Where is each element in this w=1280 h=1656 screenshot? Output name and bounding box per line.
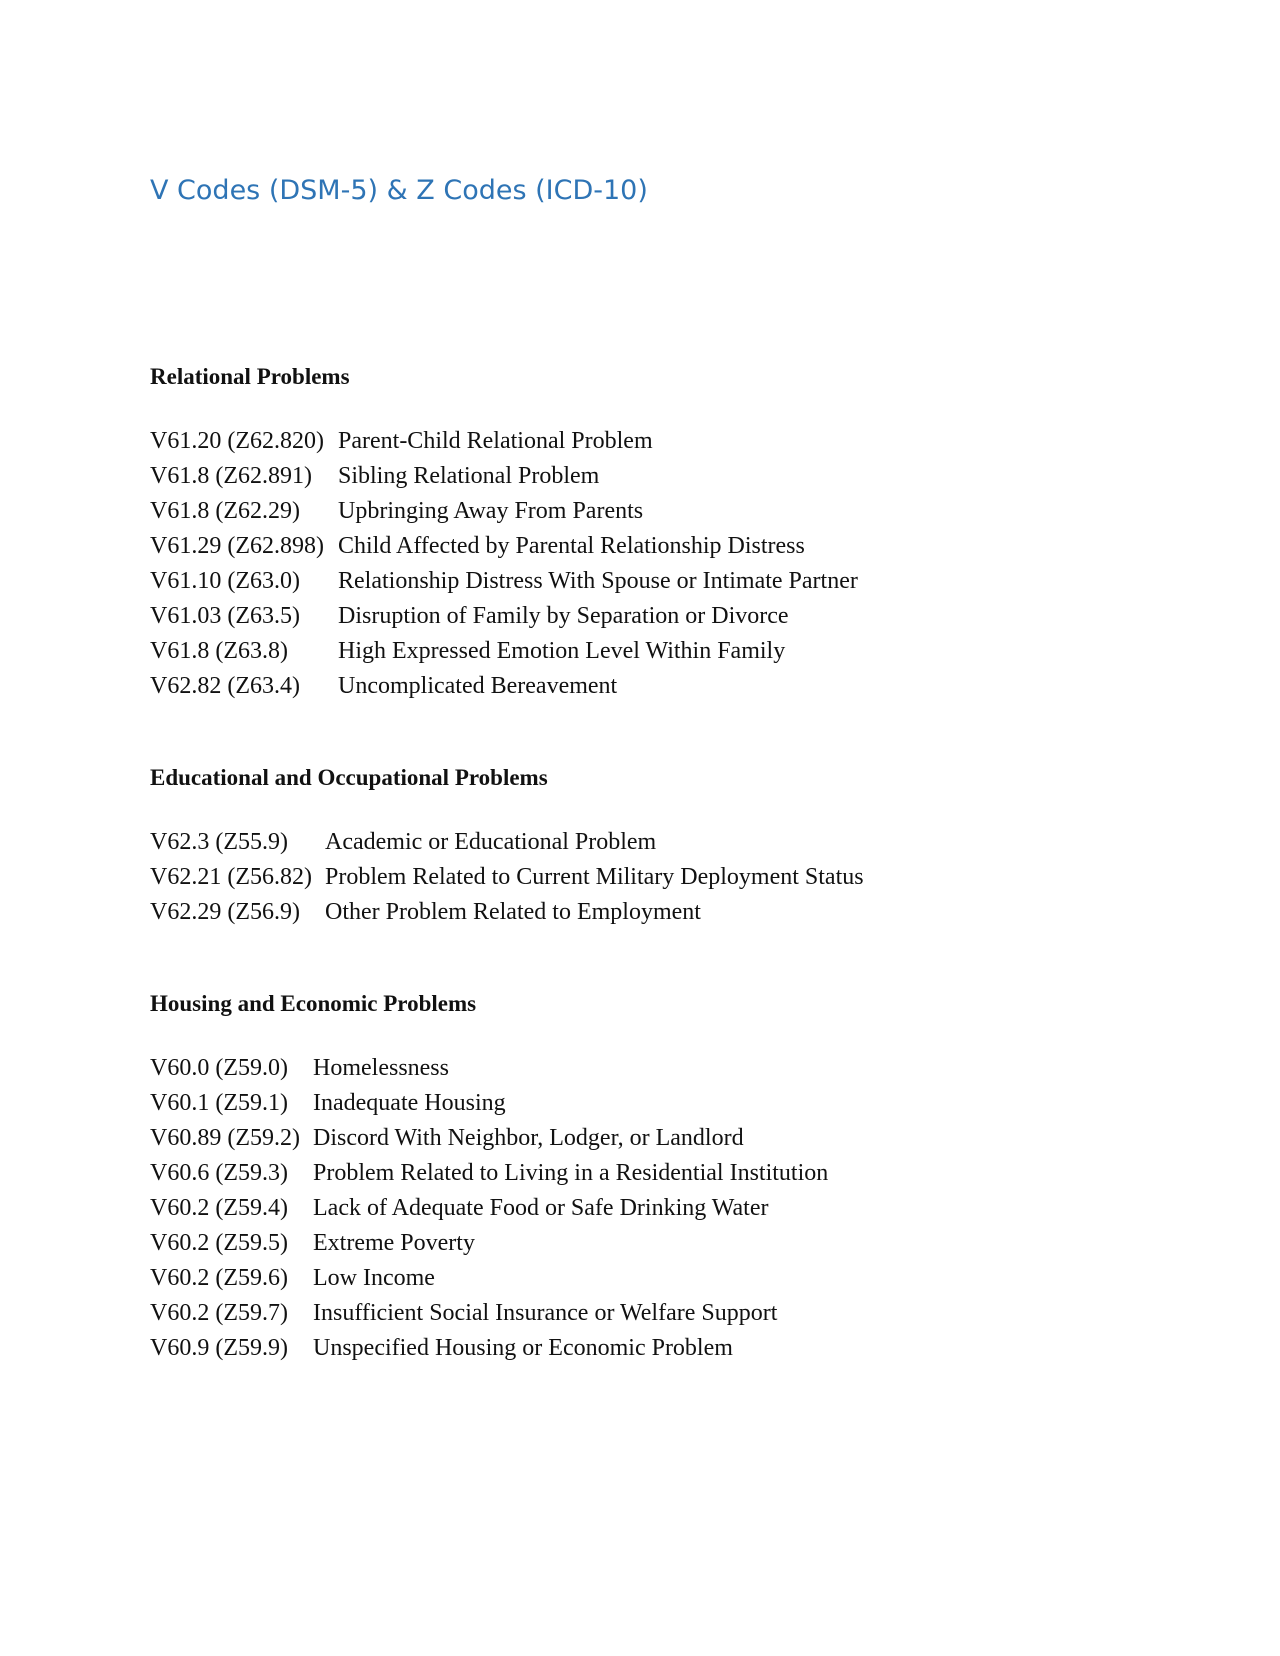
- code-description: Low Income: [313, 1265, 435, 1291]
- section-heading: Housing and Economic Problems: [150, 991, 477, 1016]
- code-description: Unspecified Housing or Economic Problem: [313, 1335, 733, 1361]
- code-entry: [150, 459, 858, 494]
- code-description: Lack of Adequate Food or Safe Drinking Water: [313, 1195, 769, 1221]
- code-entry: [150, 1051, 828, 1086]
- code-value: V60.2 (Z59.4): [150, 1195, 288, 1221]
- code-value: V60.2 (Z59.7): [150, 1300, 288, 1326]
- code-description: Sibling Relational Problem: [338, 463, 600, 489]
- code-description: Discord With Neighbor, Lodger, or Landlord: [313, 1125, 744, 1151]
- code-value: V62.3 (Z55.9): [150, 829, 288, 855]
- code-value: V61.29 (Z62.898): [150, 533, 324, 559]
- code-list: [150, 825, 864, 930]
- code-description: Academic or Educational Problem: [325, 829, 657, 855]
- code-value: V60.0 (Z59.0): [150, 1055, 288, 1081]
- code-entry: [150, 564, 858, 599]
- code-entry: [150, 1226, 828, 1261]
- code-entry: [150, 1156, 828, 1191]
- code-list: [150, 424, 858, 704]
- code-value: V60.9 (Z59.9): [150, 1335, 288, 1361]
- code-value: V61.8 (Z62.891): [150, 463, 312, 489]
- code-entry: [150, 1086, 828, 1121]
- code-entry: [150, 1121, 828, 1156]
- code-value: V61.10 (Z63.0): [150, 568, 300, 594]
- code-description: Other Problem Related to Employment: [325, 899, 701, 925]
- code-description: Insufficient Social Insurance or Welfare Support: [313, 1300, 778, 1326]
- code-description: Problem Related to Living in a Residential Institution: [313, 1160, 829, 1186]
- code-description: Upbringing Away From Parents: [338, 498, 644, 524]
- code-description: High Expressed Emotion Level Within Family: [338, 638, 786, 664]
- code-description: Extreme Poverty: [313, 1230, 475, 1256]
- housing-economic-problems-section: [150, 989, 828, 1366]
- code-entry: [150, 860, 864, 895]
- code-value: V62.29 (Z56.9): [150, 899, 300, 925]
- code-list: [150, 1051, 828, 1366]
- code-description: Homelessness: [313, 1055, 449, 1081]
- code-description: Uncomplicated Bereavement: [338, 673, 618, 699]
- code-entry: [150, 599, 858, 634]
- code-value: V60.2 (Z59.5): [150, 1230, 288, 1256]
- section-heading: Educational and Occupational Problems: [150, 765, 548, 790]
- code-entry: [150, 1191, 828, 1226]
- educational-occupational-problems-section: [150, 763, 864, 930]
- code-value: V60.89 (Z59.2): [150, 1125, 300, 1151]
- code-description: Disruption of Family by Separation or Divorce: [338, 603, 789, 629]
- code-entry: [150, 634, 858, 669]
- code-value: V61.03 (Z63.5): [150, 603, 300, 629]
- section-heading: Relational Problems: [150, 364, 350, 389]
- code-entry: [150, 494, 858, 529]
- code-description: Parent-Child Relational Problem: [338, 428, 653, 454]
- code-description: Inadequate Housing: [313, 1090, 506, 1116]
- code-entry: [150, 1261, 828, 1296]
- code-value: V61.8 (Z62.29): [150, 498, 300, 524]
- relational-problems-section: [150, 362, 858, 704]
- code-value: V60.1 (Z59.1): [150, 1090, 288, 1116]
- code-entry: [150, 895, 864, 930]
- document-title: V Codes (DSM-5) & Z Codes (ICD-10): [150, 175, 648, 206]
- code-value: V62.82 (Z63.4): [150, 673, 300, 699]
- code-value: V60.2 (Z59.6): [150, 1265, 288, 1291]
- code-entry: [150, 424, 858, 459]
- code-description: Problem Related to Current Military Deployment Status: [325, 864, 864, 890]
- code-entry: [150, 669, 858, 704]
- code-value: V61.20 (Z62.820): [150, 428, 324, 454]
- code-description: Relationship Distress With Spouse or Intimate Partner: [338, 568, 858, 594]
- code-value: V62.21 (Z56.82): [150, 864, 312, 890]
- code-entry: [150, 1296, 828, 1331]
- code-description: Child Affected by Parental Relationship Distress: [338, 533, 805, 559]
- code-entry: [150, 1331, 828, 1366]
- code-entry: [150, 529, 858, 564]
- code-value: V61.8 (Z63.8): [150, 638, 288, 664]
- code-entry: [150, 825, 864, 860]
- code-value: V60.6 (Z59.3): [150, 1160, 288, 1186]
